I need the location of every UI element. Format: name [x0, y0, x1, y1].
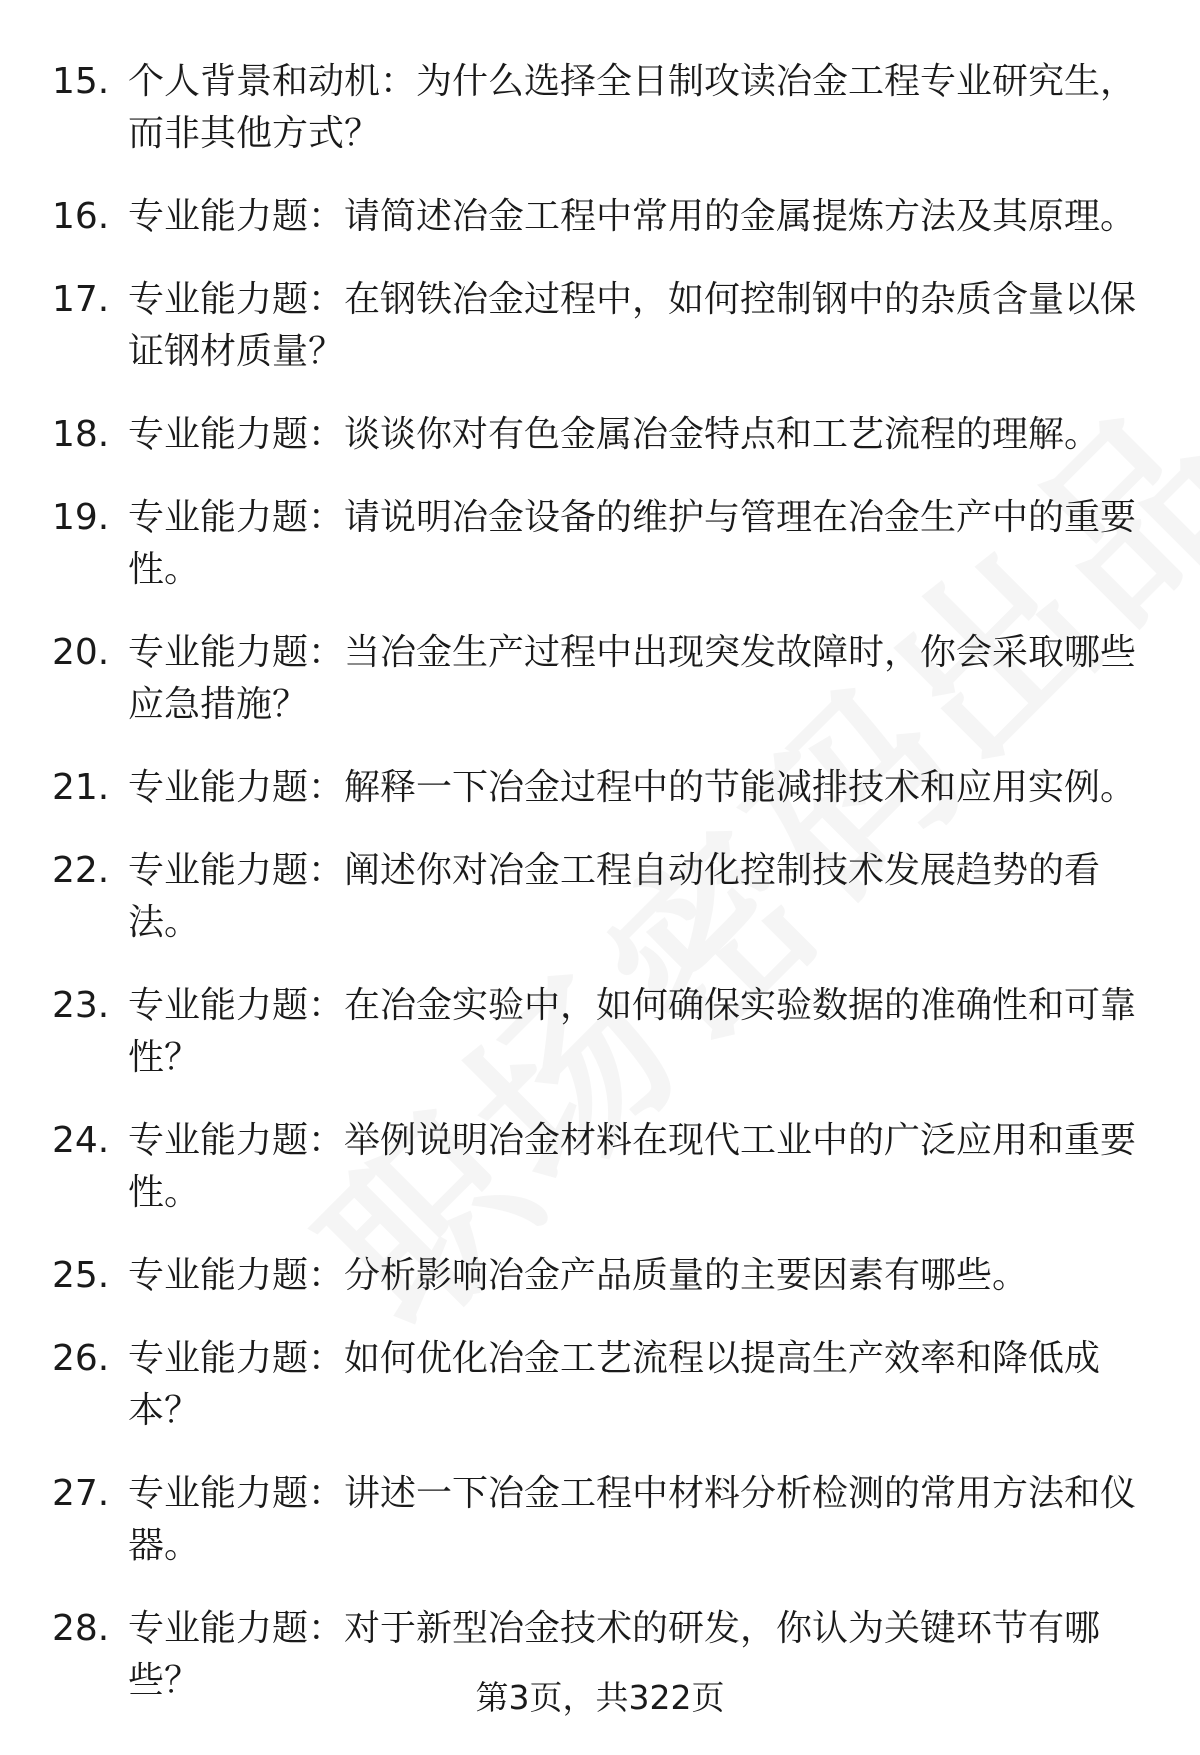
question-number: 20. [52, 632, 110, 673]
question-number: 23. [52, 985, 110, 1026]
question-item-20 [0, 627, 1200, 731]
question-text: 专业能力题：在钢铁冶金过程中，如何控制钢中的杂质含量以保证钢材质量？ [128, 279, 1137, 372]
question-number: 16. [52, 196, 110, 237]
question-number: 15. [52, 61, 110, 102]
page-footer: 第3页，共322页 [475, 1678, 725, 1717]
question-text: 专业能力题：如何优化冶金工艺流程以提高生产效率和降低成本？ [128, 1338, 1101, 1431]
question-item-19 [0, 492, 1200, 596]
question-item-17 [0, 274, 1200, 378]
question-number: 18. [52, 414, 110, 455]
question-number: 22. [52, 850, 110, 891]
question-text: 专业能力题：阐述你对冶金工程自动化控制技术发展趋势的看法。 [128, 850, 1101, 943]
question-number: 19. [52, 497, 110, 538]
question-item-26 [0, 1333, 1200, 1437]
question-text: 专业能力题：当冶金生产过程中出现突发故障时，你会采取哪些应急措施？ [128, 632, 1137, 725]
question-item-25 [0, 1250, 1200, 1302]
question-item-15 [0, 56, 1200, 160]
question-number: 25. [52, 1255, 110, 1296]
question-number: 17. [52, 279, 110, 320]
question-list [0, 56, 1200, 1738]
question-item-23 [0, 980, 1200, 1084]
question-item-27 [0, 1468, 1200, 1572]
question-text: 专业能力题：分析影响冶金产品质量的主要因素有哪些。 [128, 1255, 1029, 1296]
question-number: 26. [52, 1338, 110, 1379]
question-item-16 [0, 191, 1200, 243]
question-text: 专业能力题：谈谈你对有色金属冶金特点和工艺流程的理解。 [128, 414, 1101, 455]
question-text: 专业能力题：请简述冶金工程中常用的金属提炼方法及其原理。 [128, 196, 1137, 237]
question-text: 专业能力题：讲述一下冶金工程中材料分析检测的常用方法和仪器。 [128, 1473, 1137, 1566]
question-text: 专业能力题：请说明冶金设备的维护与管理在冶金生产中的重要性。 [128, 497, 1137, 590]
question-text: 专业能力题：在冶金实验中，如何确保实验数据的准确性和可靠性？ [128, 985, 1137, 1078]
question-number: 24. [52, 1120, 110, 1161]
question-text: 专业能力题：解释一下冶金过程中的节能减排技术和应用实例。 [128, 767, 1137, 808]
question-number: 27. [52, 1473, 110, 1514]
question-number: 28. [52, 1608, 110, 1649]
question-item-18 [0, 409, 1200, 461]
question-text: 专业能力题：对于新型冶金技术的研发，你认为关键环节有哪些？ [128, 1608, 1101, 1701]
question-item-21 [0, 762, 1200, 814]
question-item-22 [0, 845, 1200, 949]
question-item-24 [0, 1115, 1200, 1219]
question-text: 个人背景和动机：为什么选择全日制攻读冶金工程专业研究生，而非其他方式？ [128, 61, 1137, 154]
question-number: 21. [52, 767, 110, 808]
question-text: 专业能力题：举例说明冶金材料在现代工业中的广泛应用和重要性。 [128, 1120, 1137, 1213]
